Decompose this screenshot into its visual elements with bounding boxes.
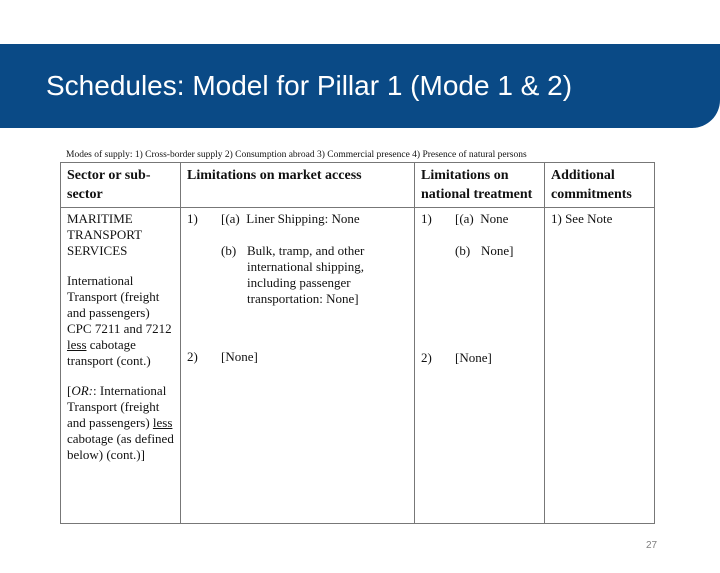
title-banner — [0, 44, 720, 128]
additional-commitments-cell — [545, 208, 655, 524]
header-national-treatment: Limitations on national treatment — [415, 163, 545, 208]
header-sector: Sector or sub-sector — [61, 163, 181, 208]
page-number: 27 — [646, 540, 658, 551]
sector-cell — [61, 208, 181, 524]
schedule-table — [60, 162, 655, 524]
sector-paragraph-2: [OR:: International Transport (freight and passengers) less cabotage (as defined below) (cont.)] — [67, 383, 174, 462]
market-access-mode-2: 2) [None] — [187, 349, 258, 364]
sector-paragraph-1: International Transport (freight and passengers) CPC 7211 and 7212 less cabotage transport (cont.) — [67, 273, 172, 368]
national-treatment-mode-1b: (b) None] — [455, 243, 514, 258]
market-access-mode-1: 1) [(a) Liner Shipping: None — [187, 211, 360, 226]
header-market-access: Limitations on market access — [181, 163, 415, 208]
additional-commitments-text: 1) See Note — [551, 211, 613, 226]
market-access-mode-1b: (b) Bulk, tramp, and other international shipping, including passenger transportation: None] — [221, 243, 365, 306]
sector-title: MARITIME TRANSPORT SERVICES — [67, 211, 142, 258]
national-treatment-mode-2: 2) [None] — [421, 350, 492, 365]
national-treatment-mode-1: 1) [(a) None — [421, 211, 509, 226]
table-header-row — [61, 163, 655, 208]
national-treatment-cell — [415, 208, 545, 524]
table-row — [61, 208, 655, 524]
modes-of-supply-legend: Modes of supply: 1) Cross-border supply 2) Consumption abroad 3) Commercial presence 4) Presence of natural persons — [66, 150, 527, 160]
slide-title: Schedules: Model for Pillar 1 (Mode 1 & 2) — [46, 70, 573, 101]
market-access-cell — [181, 208, 415, 524]
header-additional-commitments: Additional commitments — [545, 163, 655, 208]
